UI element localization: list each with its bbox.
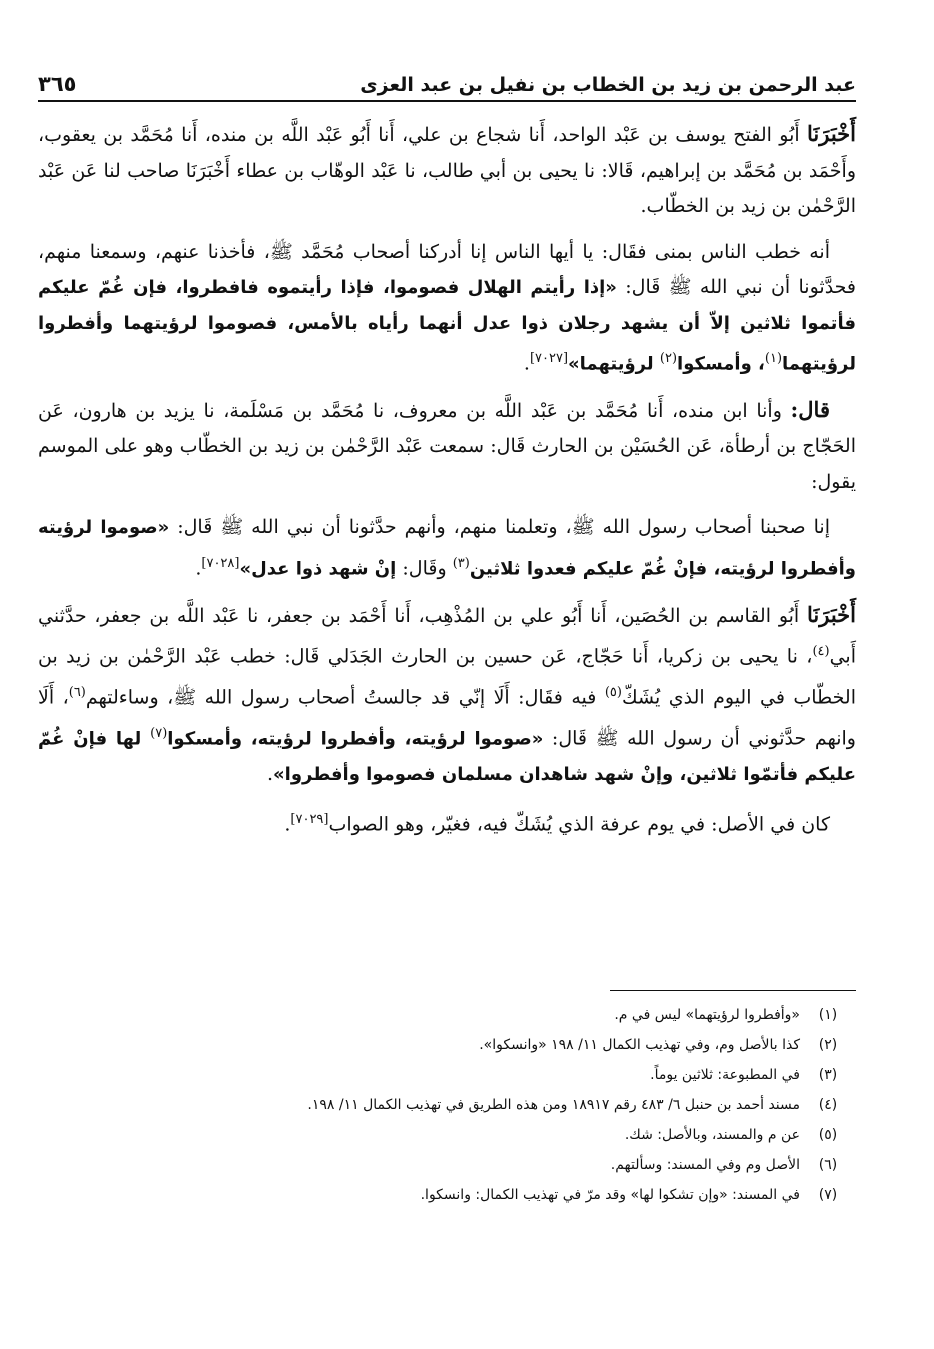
hadith-paragraph <box>38 510 856 586</box>
running-header <box>38 60 856 102</box>
running-title: عبد الرحمن بن زيد بن الخطاب بن نفيل بن عبد العزى <box>360 74 856 96</box>
footnote-item <box>38 1090 856 1120</box>
entry-lead: قال: <box>790 396 830 422</box>
footnote-ref: (٣) <box>452 555 470 571</box>
entry-text: أَبُو الفتح يوسف بن عَبْد الواحد، أَنا شجاع بن علي، أَنا أَبُو عَبْد اللَّه بن منده، أَنا مُحَمَّد بن يعقوب، وأَحْمَد بن مُحَمَّد بن إبراهيم، قَالا: نا يحيى بن أبي طالب، نا عَبْد الوهّاب بن عطاء أَخْبَرَنَا صاحب لنا عَن عَبْد الرَّحْمٰن بن زيد بن الخطّاب. <box>38 124 856 217</box>
footnote-number: (٦) <box>818 1157 838 1173</box>
hadith-text: أنه خطب الناس بمنى فقَال: يا أيها الناس إنا أدركنا أصحاب مُحَمَّد ﷺ، فأخذنا عنهم، وسمعنا منهم، فحدَّثونا أن نبي الله ﷺ قَال: <box>38 240 857 298</box>
entry-text: فيه فقَال: أَلَا إنّي قد جالستُ أصحاب رسول الله ﷺ، وساءلتهم <box>85 686 605 709</box>
footnote-number: (٢) <box>818 1037 838 1053</box>
entry-text: ، نا يحيى بن زكريا، أَنا حَجّاج، عَن حسين بن الحارث الجَدَلي قَال: خطب عَبْد الرَّحْمٰن بن زيد بن الخطّاب في اليوم الذي يُشَكّ <box>38 645 856 709</box>
footnote-text: في المطبوعة: ثلاثين يوماً. <box>650 1067 800 1083</box>
footnote-item <box>38 1000 856 1030</box>
hadith-matn: «صوموا لرؤيته، وأفطروا لرؤيته، وأمسكوا <box>167 728 544 750</box>
footnote-number: (٧) <box>818 1187 838 1203</box>
hadith-text: وقَال: <box>396 557 453 580</box>
entry-paragraph <box>38 116 856 225</box>
footnote-ref: (٤) <box>812 644 830 660</box>
footnote-text: الأصل وم وفي المسند: وسألتهم. <box>610 1157 800 1173</box>
footnote-text: مسند أحمد بن حنبل ٦/ ٤٨٣ رقم ١٨٩١٧ ومن هذه الطريق في تهذيب الكمال ١١/ ١٩٨. <box>307 1097 800 1113</box>
footnote-ref: (٢) <box>659 351 678 366</box>
entry-paragraph <box>38 392 856 501</box>
hadith-matn: ، وأمسكوا <box>677 353 765 375</box>
hadith-matn: لرؤيتهما» <box>568 353 660 375</box>
punctuation: . <box>195 557 202 580</box>
page <box>38 60 856 853</box>
editor-note <box>38 802 856 843</box>
footnote-item <box>38 1030 856 1060</box>
punctuation: . <box>523 352 530 375</box>
punctuation: . <box>284 813 291 836</box>
page-number: ٣٦٥ <box>38 72 77 96</box>
footnote-text: عن م والمسند، وبالأصل: شك. <box>624 1127 800 1143</box>
punctuation: . <box>267 762 274 785</box>
entry-text: ، أَلَا وانهم حدَّثوني أن رسول الله ﷺ قَال: <box>38 686 856 750</box>
hadith-paragraph <box>38 235 856 382</box>
hadith-number: [٧٠٢٩] <box>290 812 329 828</box>
footnote-number: (٥) <box>818 1127 838 1143</box>
footnote-text: كذا بالأصل وم، وفي تهذيب الكمال ١١/ ١٩٨ «وانسكوا». <box>479 1037 800 1053</box>
entry-paragraph <box>38 597 856 792</box>
main-text <box>38 116 856 843</box>
footnote-ref: (١) <box>764 351 783 366</box>
footnote-ref: (٦) <box>68 684 86 700</box>
footnote-item <box>38 1120 856 1150</box>
entry-lead: أَخْبَرَنَا <box>807 601 856 627</box>
footnote-ref: (٧) <box>150 725 168 741</box>
hadith-matn: «إذا رأيتم الهلال فصوموا، فإذا رأيتموه فافطروا، فإن غُمّ عليكم فأتموا ثلاثين إلاّ أن يشهد رجلان ذوا عدل أنهما رأياه بالأمس، فصوموا لرؤيتهما وأفطروا لرؤيتهما <box>38 277 856 375</box>
footnote-number: (٤) <box>818 1097 838 1113</box>
entry-text: وأنا ابن منده، أَنا مُحَمَّد بن عَبْد اللَّه بن معروف، نا مُحَمَّد بن مَسْلَمة، نا يزيد بن هارون، عَن الحَجّاج بن أرطأة، عَن الحُسَيْن بن الحارث قَال: سمعت عَبْد الرَّحْمٰن بن زيد بن الخطّاب وهو على الموسم يقول: <box>38 399 856 493</box>
hadith-matn: لها فإنْ غُمّ عليكم فأتمّوا ثلاثين، وإنْ شهد شاهدان مسلمان فصوموا وأفطروا» <box>38 728 856 785</box>
note-text: كان في الأصل: في يوم عرفة الذي يُشَكّ فيه، فغيّر، وهو الصواب <box>328 813 830 836</box>
footnote-text: «وأفطروا لرؤيتهما» ليس في م. <box>614 1007 800 1023</box>
hadith-matn: «صوموا لرؤيته وأفطروا لرؤيته، فإنْ غُمّ عليكم فعدوا ثلاثين <box>38 517 856 580</box>
hadith-matn: إنْ شهد ذوا عدل» <box>239 558 397 580</box>
hadith-number: [٧٠٢٧] <box>529 351 569 366</box>
footnotes <box>38 1000 856 1210</box>
hadith-text: إنا صحبنا أصحاب رسول الله ﷺ، وتعلمنا منهم، وأنهم حدَّثونا أن نبي الله ﷺ قَال: <box>169 516 830 539</box>
footnote-ref: (٥) <box>604 684 622 700</box>
entry-text: أَبُو القاسم بن الحُصَين، أَنا أَبُو علي بن المُذْهِب، أَنا أَحْمَد بن جعفر، نا عَبْد اللَّه بن جعفر، حدَّثني أَبي <box>38 604 856 668</box>
footnote-item <box>38 1060 856 1090</box>
footnote-item <box>38 1150 856 1180</box>
entry-lead: أَخْبَرَنَا <box>807 121 856 146</box>
footnote-number: (٣) <box>818 1067 838 1083</box>
hadith-number: [٧٠٢٨] <box>201 555 240 571</box>
footnote-divider <box>610 990 856 991</box>
footnote-item <box>38 1180 856 1210</box>
footnote-number: (١) <box>818 1007 838 1023</box>
footnote-text: في المسند: «وإن تشكوا لها» وقد مرّ في تهذيب الكمال: وانسكوا. <box>420 1187 800 1203</box>
